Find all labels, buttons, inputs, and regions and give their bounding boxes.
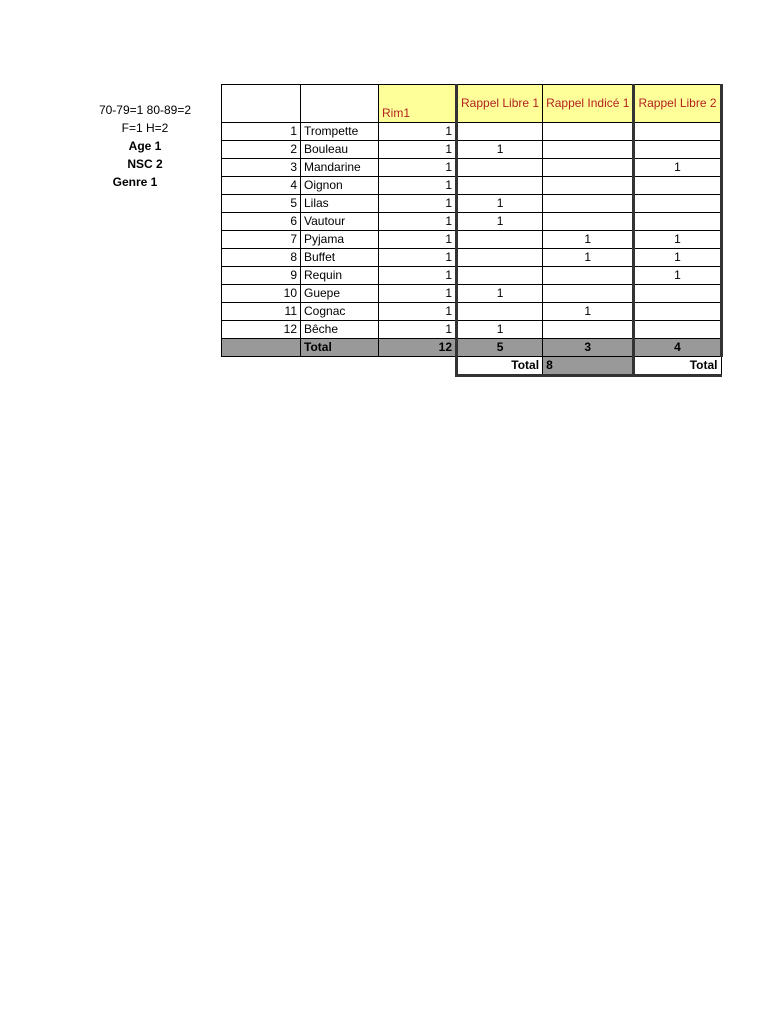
header-rim1[interactable]: Rim1 — [379, 85, 457, 123]
rappel-libre-1-cell[interactable] — [457, 123, 543, 141]
subtotal-blank-1[interactable] — [222, 357, 301, 376]
rappel-libre-2-cell[interactable] — [634, 141, 721, 159]
rim1-cell[interactable]: 1 — [379, 303, 457, 321]
subtotal-label-2[interactable]: Total — [634, 357, 721, 376]
rappel-libre-2-cell[interactable]: 1 — [634, 267, 721, 285]
row-number-cell[interactable]: 8 — [222, 249, 301, 267]
subtotal-blank-3[interactable] — [379, 357, 457, 376]
row-number-cell[interactable]: 9 — [222, 267, 301, 285]
word-cell[interactable]: Requin — [301, 267, 379, 285]
word-cell[interactable]: Vautour — [301, 213, 379, 231]
rappel-libre-1-cell[interactable] — [457, 267, 543, 285]
rappel-indice-1-cell[interactable] — [543, 195, 634, 213]
subtotal-blank-2[interactable] — [301, 357, 379, 376]
rappel-libre-2-cell[interactable]: 1 — [634, 231, 721, 249]
table-row — [222, 177, 722, 195]
rappel-libre-1-cell[interactable] — [457, 231, 543, 249]
rim1-cell[interactable]: 1 — [379, 249, 457, 267]
header-rappel-libre-1[interactable]: Rappel Libre 1 — [457, 85, 543, 123]
header-row — [222, 85, 722, 123]
gender-codes-legend: F=1 H=2 — [121, 121, 169, 135]
nsc-label: NSC 2 — [127, 157, 163, 171]
rappel-libre-2-cell[interactable] — [634, 213, 721, 231]
rappel-indice-1-cell[interactable]: 1 — [543, 303, 634, 321]
rappel-indice-1-cell[interactable] — [543, 141, 634, 159]
rappel-libre-1-cell[interactable]: 1 — [457, 213, 543, 231]
row-number-cell[interactable]: 5 — [222, 195, 301, 213]
rim1-cell[interactable]: 1 — [379, 177, 457, 195]
table-row — [222, 123, 722, 141]
rappel-libre-1-cell[interactable]: 1 — [457, 195, 543, 213]
rappel-libre-2-cell[interactable] — [634, 285, 721, 303]
rappel-indice-1-cell[interactable]: 1 — [543, 231, 634, 249]
subtotal-value[interactable]: 8 — [543, 357, 634, 376]
rappel-indice-1-cell[interactable] — [543, 321, 634, 339]
header-rappel-libre-2[interactable]: Rappel Libre 2 — [634, 85, 721, 123]
row-number-cell[interactable]: 3 — [222, 159, 301, 177]
rim1-cell[interactable]: 1 — [379, 141, 457, 159]
rappel-libre-2-cell[interactable] — [634, 303, 721, 321]
word-cell[interactable]: Cognac — [301, 303, 379, 321]
row-number-cell[interactable]: 1 — [222, 123, 301, 141]
table-row — [222, 321, 722, 339]
row-number-cell[interactable]: 4 — [222, 177, 301, 195]
rim1-cell[interactable]: 1 — [379, 267, 457, 285]
rim1-cell[interactable]: 1 — [379, 213, 457, 231]
rappel-libre-1-cell[interactable]: 1 — [457, 285, 543, 303]
rappel-libre-2-total[interactable]: 4 — [634, 339, 721, 357]
word-cell[interactable]: Oignon — [301, 177, 379, 195]
row-number-cell[interactable]: 10 — [222, 285, 301, 303]
rappel-indice-1-cell[interactable] — [543, 267, 634, 285]
rim1-cell[interactable]: 1 — [379, 285, 457, 303]
rappel-libre-2-cell[interactable]: 1 — [634, 249, 721, 267]
row-number-cell[interactable]: 12 — [222, 321, 301, 339]
rappel-libre-1-cell[interactable] — [457, 249, 543, 267]
rappel-libre-2-cell[interactable] — [634, 177, 721, 195]
table-row — [222, 249, 722, 267]
rappel-libre-1-cell[interactable] — [457, 159, 543, 177]
table-row — [222, 231, 722, 249]
word-cell[interactable]: Buffet — [301, 249, 379, 267]
rappel-libre-1-cell[interactable] — [457, 303, 543, 321]
rappel-indice-1-cell[interactable] — [543, 285, 634, 303]
word-cell[interactable]: Pyjama — [301, 231, 379, 249]
rim1-cell[interactable]: 1 — [379, 321, 457, 339]
word-cell[interactable]: Bouleau — [301, 141, 379, 159]
rappel-indice-1-cell[interactable] — [543, 177, 634, 195]
header-rappel-indice-1[interactable]: Rappel Indicé 1 — [543, 85, 634, 123]
rappel-libre-2-cell[interactable] — [634, 321, 721, 339]
rim1-cell[interactable]: 1 — [379, 195, 457, 213]
table-row — [222, 159, 722, 177]
rim1-cell[interactable]: 1 — [379, 231, 457, 249]
rim1-cell[interactable]: 1 — [379, 123, 457, 141]
rappel-indice-1-cell[interactable] — [543, 213, 634, 231]
word-cell[interactable]: Mandarine — [301, 159, 379, 177]
row-number-cell[interactable]: 7 — [222, 231, 301, 249]
row-number-cell[interactable]: 6 — [222, 213, 301, 231]
rappel-libre-2-cell[interactable] — [634, 123, 721, 141]
header-word-cell[interactable] — [301, 85, 379, 123]
rappel-indice-1-total[interactable]: 3 — [543, 339, 634, 357]
totals-label[interactable]: Total — [301, 339, 379, 357]
table-row — [222, 213, 722, 231]
word-cell[interactable]: Lilas — [301, 195, 379, 213]
table-row — [222, 195, 722, 213]
header-number-cell[interactable] — [222, 85, 301, 123]
rappel-libre-2-cell[interactable]: 1 — [634, 159, 721, 177]
totals-row — [222, 339, 722, 357]
rappel-libre-1-cell[interactable]: 1 — [457, 321, 543, 339]
table-row — [222, 267, 722, 285]
subtotal-label[interactable]: Total — [457, 357, 543, 376]
word-cell[interactable]: Trompette — [301, 123, 379, 141]
table-row — [222, 285, 722, 303]
totals-blank-cell[interactable] — [222, 339, 301, 357]
rappel-indice-1-cell[interactable]: 1 — [543, 249, 634, 267]
rappel-libre-1-cell[interactable] — [457, 177, 543, 195]
row-number-cell[interactable]: 2 — [222, 141, 301, 159]
rim1-total[interactable]: 12 — [379, 339, 457, 357]
age-label: Age 1 — [128, 139, 162, 153]
rappel-indice-1-cell[interactable] — [543, 159, 634, 177]
table-row — [222, 141, 722, 159]
score-table — [221, 84, 723, 377]
age-codes-legend: 70-79=1 80-89=2 — [98, 103, 192, 117]
rappel-libre-1-cell[interactable]: 1 — [457, 141, 543, 159]
row-number-cell[interactable]: 11 — [222, 303, 301, 321]
rappel-indice-1-cell[interactable] — [543, 123, 634, 141]
word-cell[interactable]: Guepe — [301, 285, 379, 303]
rappel-libre-1-total[interactable]: 5 — [457, 339, 543, 357]
word-cell[interactable]: Bêche — [301, 321, 379, 339]
table-row — [222, 303, 722, 321]
rappel-libre-2-cell[interactable] — [634, 195, 721, 213]
genre-label: Genre 1 — [112, 175, 158, 189]
rim1-cell[interactable]: 1 — [379, 159, 457, 177]
subtotal-row — [222, 357, 722, 376]
